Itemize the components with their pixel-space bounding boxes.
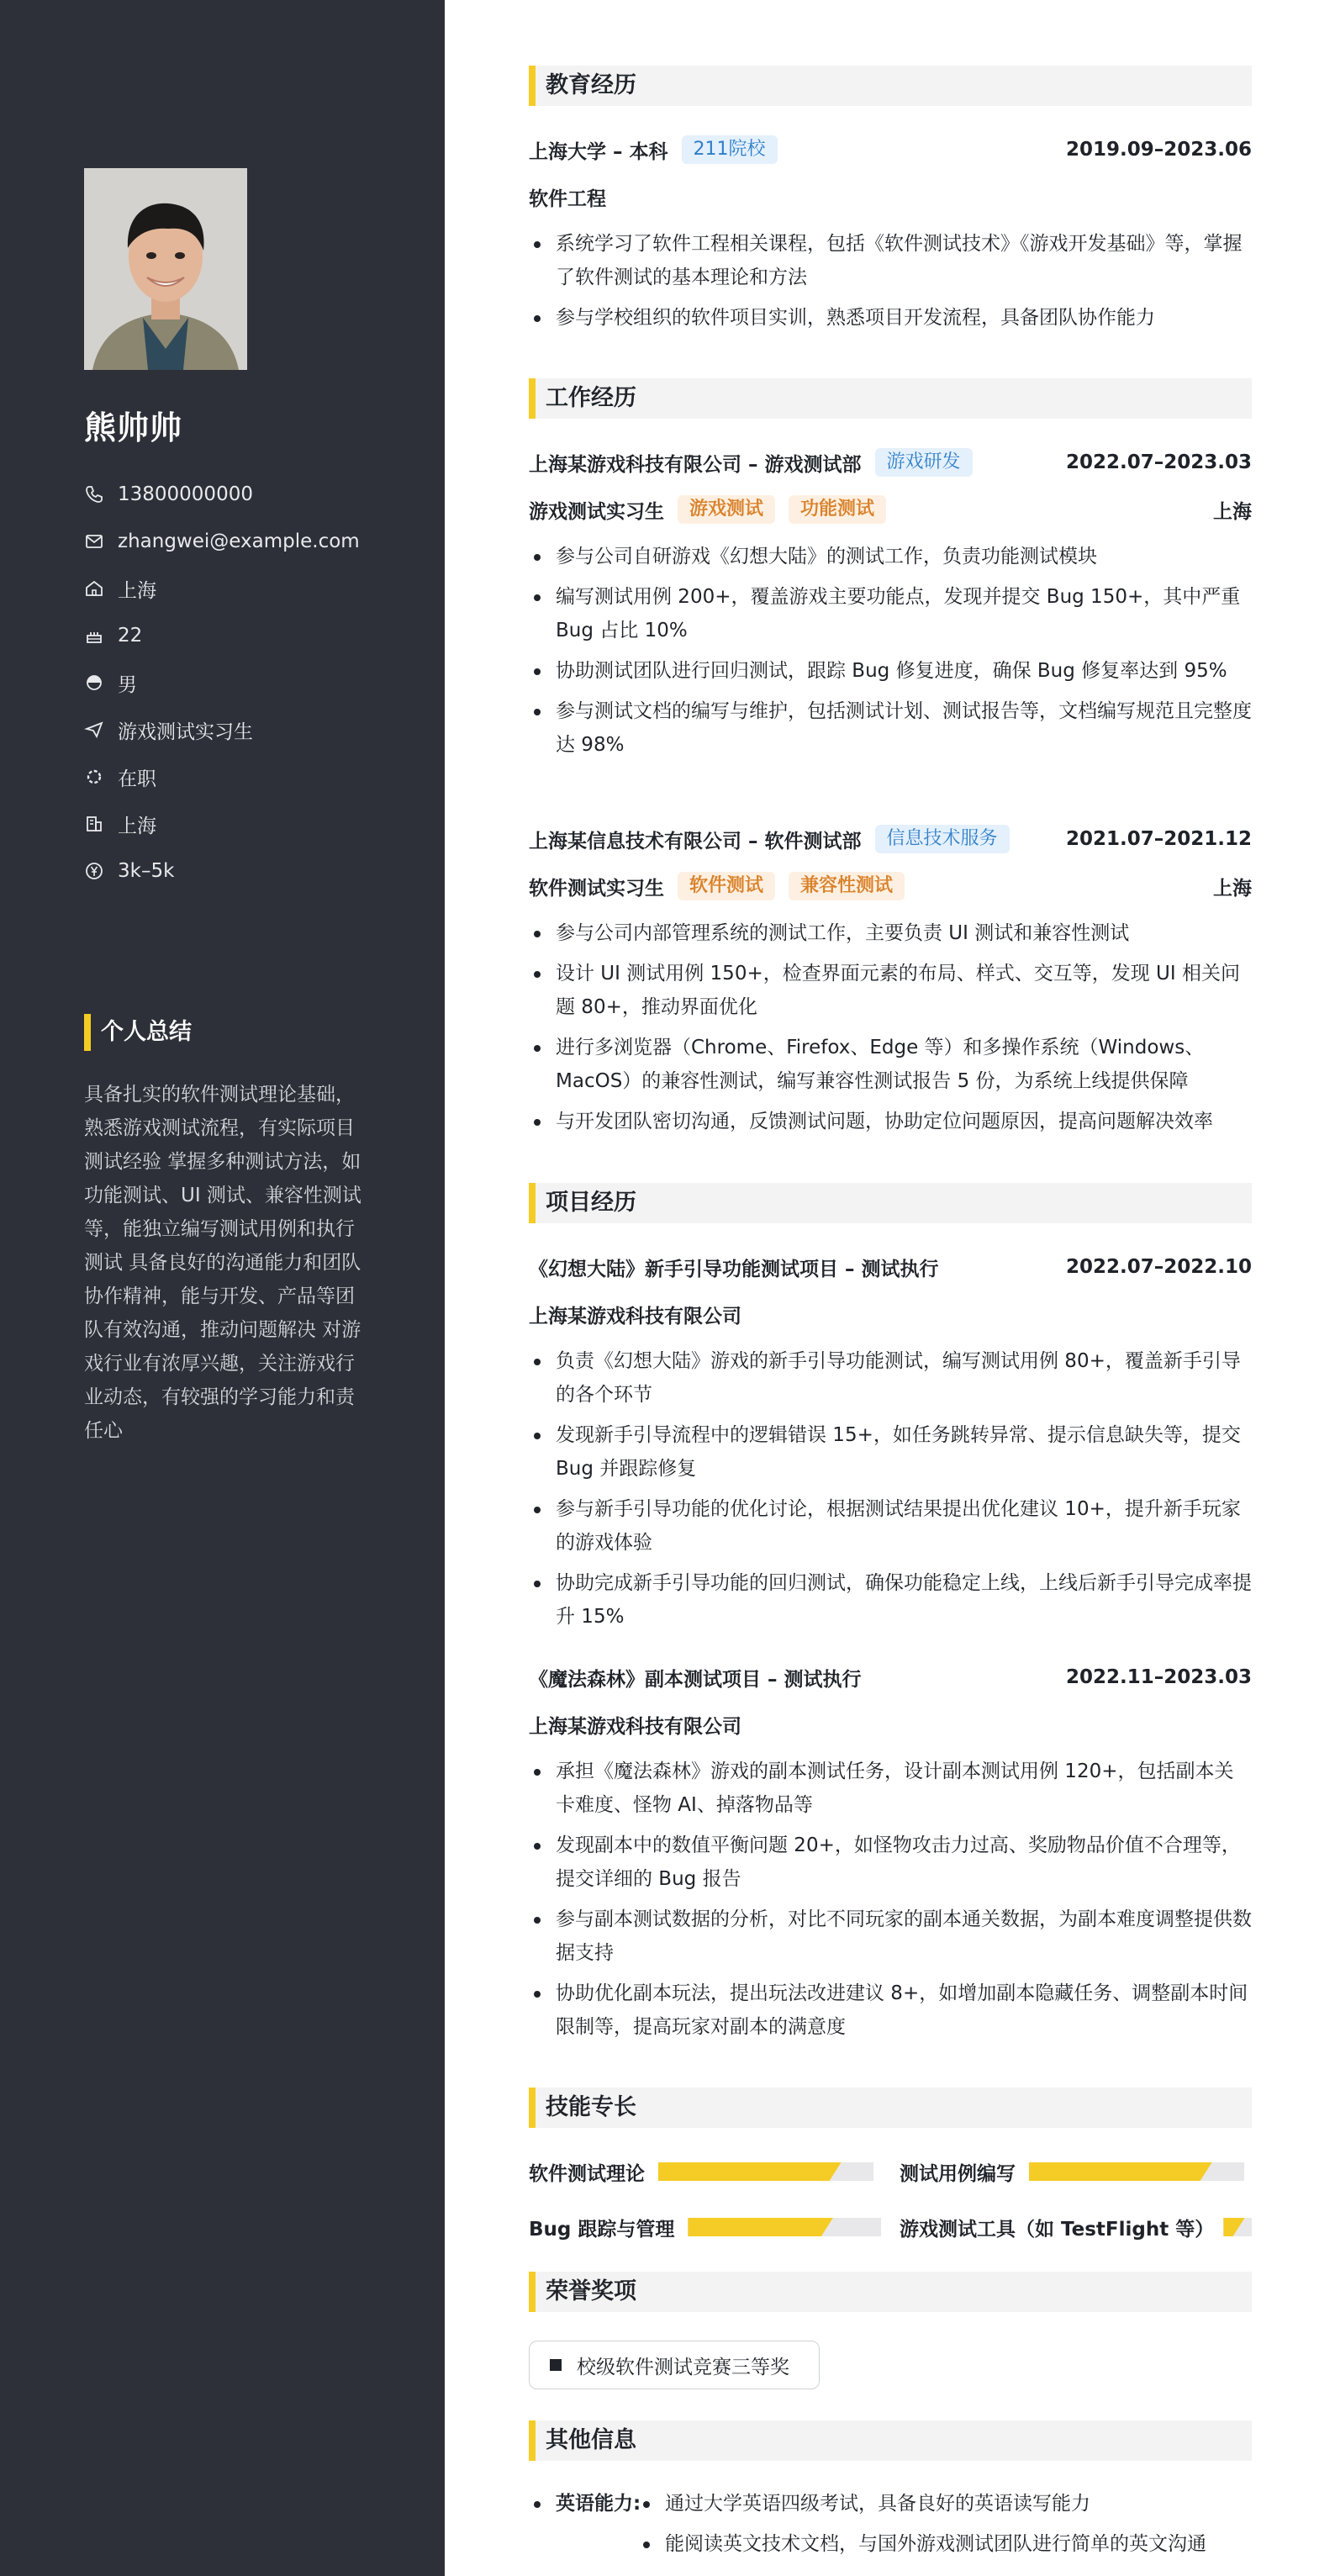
square-bullet-icon [550,2359,562,2371]
project-header [529,1660,1252,1694]
job-header [529,822,1252,856]
honors-heading: 荣誉奖项 [529,2272,1252,2312]
list-item: 参与学校组织的软件项目实训，熟悉项目开发流程，具备团队协作能力 [529,301,1252,335]
project-header [529,1250,1252,1284]
skill-bar [1029,2162,1244,2181]
list-item: 参与测试文档的编写与维护，包括测试计划、测试报告等，文档编写规范且完整度达 98% [529,694,1252,762]
project-period: 2022.07–2022.10 [1065,1256,1252,1278]
work-heading: 工作经历 [529,378,1252,419]
phone-row [84,471,360,518]
skill-bar-fill [688,2218,833,2236]
job-company: 上海某游戏科技有限公司 – 游戏测试部 [529,453,862,476]
job-industry-tag: 信息技术服务 [875,825,1010,853]
status-row [84,753,360,800]
position-text: 游戏测试实习生 [118,721,253,743]
job-tag: 软件测试 [678,872,775,900]
gender-row [84,659,360,706]
project-name: 《幻想大陆》新手引导功能测试项目 – 测试执行 [529,1258,939,1280]
list-item: 设计 UI 测试用例 150+，检查界面元素的布局、样式、交互等，发现 UI 相关问题 80+，推动界面优化 [529,957,1252,1024]
job-company: 上海某信息技术有限公司 – 软件测试部 [529,830,862,853]
list-item: 参与公司内部管理系统的测试工作，主要负责 UI 测试和兼容性测试 [529,916,1252,950]
phone-icon [84,484,104,504]
list-item: 参与新手引导功能的优化讨论，根据测试结果提出优化建议 10+，提升新手玩家的游戏体验 [529,1492,1252,1560]
job-tag: 功能测试 [789,495,886,524]
avatar [84,168,247,370]
location-row [84,565,360,612]
candidate-name: 熊帅帅 [84,409,183,446]
salary-text: 3k–5k [118,860,175,882]
award-badge [529,2341,820,2389]
skill-bar [658,2162,873,2181]
building-icon [84,814,104,834]
job-period: 2021.07–2021.12 [1065,828,1252,850]
summary-title: 个人总结 [84,1014,192,1051]
project-company-row [529,1708,1252,1741]
project-company-row [529,1297,1252,1331]
status-icon [84,767,104,787]
list-item: 进行多浏览器（Chrome、Firefox、Edge 等）和多操作系统（Windows、MacOS）的兼容性测试，编写兼容性测试报告 5 份，为系统上线提供保障 [529,1031,1252,1098]
list-item: 能阅读英文技术文档，与国外游戏测试团队进行简单的英文沟通 [638,2527,1252,2561]
job-bullets [529,540,1252,768]
major: 软件工程 [529,187,606,210]
gender-text: 男 [118,673,137,696]
sidebar [0,0,445,2576]
skill-item [900,2210,1252,2244]
project-bullets [529,1344,1252,1640]
skills-heading: 技能专长 [529,2088,1252,2128]
salary-row [84,847,360,895]
project-company: 上海某游戏科技有限公司 [529,1715,741,1738]
skill-bar-fill [1029,2162,1212,2181]
skill-bar-fill [1223,2218,1244,2236]
skill-item [900,2155,1244,2188]
job-role-row [529,493,1252,526]
job-role: 游戏测试实习生 [529,500,664,523]
list-item: 与开发团队密切沟通，反馈测试问题，协助定位问题原因，提高问题解决效率 [529,1105,1252,1138]
gender-icon [84,673,104,693]
list-item: 编写测试用例 200+，覆盖游戏主要功能点，发现并提交 Bug 150+，其中严重 Bug 占比 10% [529,580,1252,647]
education-bullets [529,227,1252,341]
school-tag: 211院校 [682,135,778,164]
list-item: 系统学习了软件工程相关课程，包括《软件测试技术》《游戏开发基础》等，掌握了软件测试的基本理论和方法 [529,227,1252,294]
school-name: 上海大学 – 本科 [529,140,668,163]
projects-heading: 项目经历 [529,1183,1252,1223]
summary-text: 具备扎实的软件测试理论基础，熟悉游戏测试流程，有实际项目测试经验 掌握多种测试方法，如功能测试、UI 测试、兼容性测试等，能独立编写测试用例和执行测试 具备良好的沟通能力和团队协作精神，能与开发、产品等团队有效沟通，推动问题解决 对游戏行业有浓厚兴趣，关注游戏行业动态，有较强的学习能力和责任心 [84,1084,361,1442]
list-item: 发现副本中的数值平衡问题 20+，如怪物攻击力过高、奖励物品价值不合理等，提交详细的 Bug 报告 [529,1829,1252,1896]
job-city: 上海 [1213,877,1252,900]
phone-text: 13800000000 [118,483,253,505]
skill-bar [1223,2218,1252,2236]
status-text: 在职 [118,768,156,790]
email-row [84,518,360,565]
project-name: 《魔法森林》副本测试项目 – 测试执行 [529,1668,862,1691]
job-tag: 游戏测试 [678,495,775,524]
mail-icon [84,531,104,552]
other-heading: 其他信息 [529,2420,1252,2461]
list-item: 协助优化副本玩法，提出玩法改进建议 8+，如增加副本隐藏任务、调整副本时间限制等，提高玩家对副本的满意度 [529,1977,1252,2044]
skill-name: 软件测试理论 [529,2162,645,2185]
list-item: 发现新手引导流程中的逻辑错误 15+，如任务跳转异常、提示信息缺失等，提交 Bug 并跟踪修复 [529,1418,1252,1486]
project-company: 上海某游戏科技有限公司 [529,1305,741,1328]
job-role: 软件测试实习生 [529,877,664,900]
city-text: 上海 [118,815,156,837]
list-item: 承担《魔法森林》游戏的副本测试任务，设计副本测试用例 120+，包括副本关卡难度、怪物 AI、掉落物品等 [529,1755,1252,1822]
skill-bar [688,2218,881,2236]
skill-item [529,2210,881,2244]
age-text: 22 [118,625,143,647]
job-industry-tag: 游戏研发 [875,448,973,477]
list-item: 参与公司自研游戏《幻想大陆》的测试工作，负责功能测试模块 [529,540,1252,573]
list-item: 协助测试团队进行回归测试，跟踪 Bug 修复进度，确保 Bug 修复率达到 95% [529,654,1252,688]
yuan-icon [84,861,104,881]
job-header [529,446,1252,479]
skill-bar-fill [658,2162,842,2181]
list-item: 通过大学英语四级考试，具备良好的英语读写能力 [638,2487,1252,2521]
education-heading: 教育经历 [529,66,1252,106]
contact-info [84,471,360,895]
position-row [84,706,360,753]
job-city: 上海 [1213,500,1252,523]
home-icon [84,578,104,599]
skill-name: 游戏测试工具（如 TestFlight 等） [900,2218,1215,2241]
skill-name: Bug 跟踪与管理 [529,2218,675,2241]
english-bullets [638,2487,1252,2568]
email-text: zhangwei@example.com [118,531,360,552]
city-row [84,800,360,847]
education-header [529,133,1252,166]
age-row [84,612,360,659]
age-icon [84,626,104,646]
skill-item [529,2155,873,2188]
list-item: 协助完成新手引导功能的回归测试，确保功能稳定上线，上线后新手引导完成率提升 15% [529,1566,1252,1634]
award-text: 校级软件测试竞赛三等奖 [577,2356,789,2378]
project-bullets [529,1755,1252,2051]
list-item: 负责《幻想大陆》游戏的新手引导功能测试，编写测试用例 80+，覆盖新手引导的各个环节 [529,1344,1252,1412]
major-row [529,180,1252,214]
send-icon [84,720,104,740]
job-bullets [529,916,1252,1145]
education-period: 2019.09–2023.06 [1065,139,1252,161]
job-period: 2022.07–2023.03 [1065,451,1252,473]
job-role-row [529,869,1252,903]
job-tag: 兼容性测试 [789,872,905,900]
english-label: 英语能力: [529,2487,641,2521]
avatar-illustration [84,168,247,370]
location-text: 上海 [118,579,156,602]
list-item: 参与副本测试数据的分析，对比不同玩家的副本通关数据，为副本难度调整提供数据支持 [529,1903,1252,1970]
project-period: 2022.11–2023.03 [1065,1666,1252,1688]
skill-name: 测试用例编写 [900,2162,1016,2185]
